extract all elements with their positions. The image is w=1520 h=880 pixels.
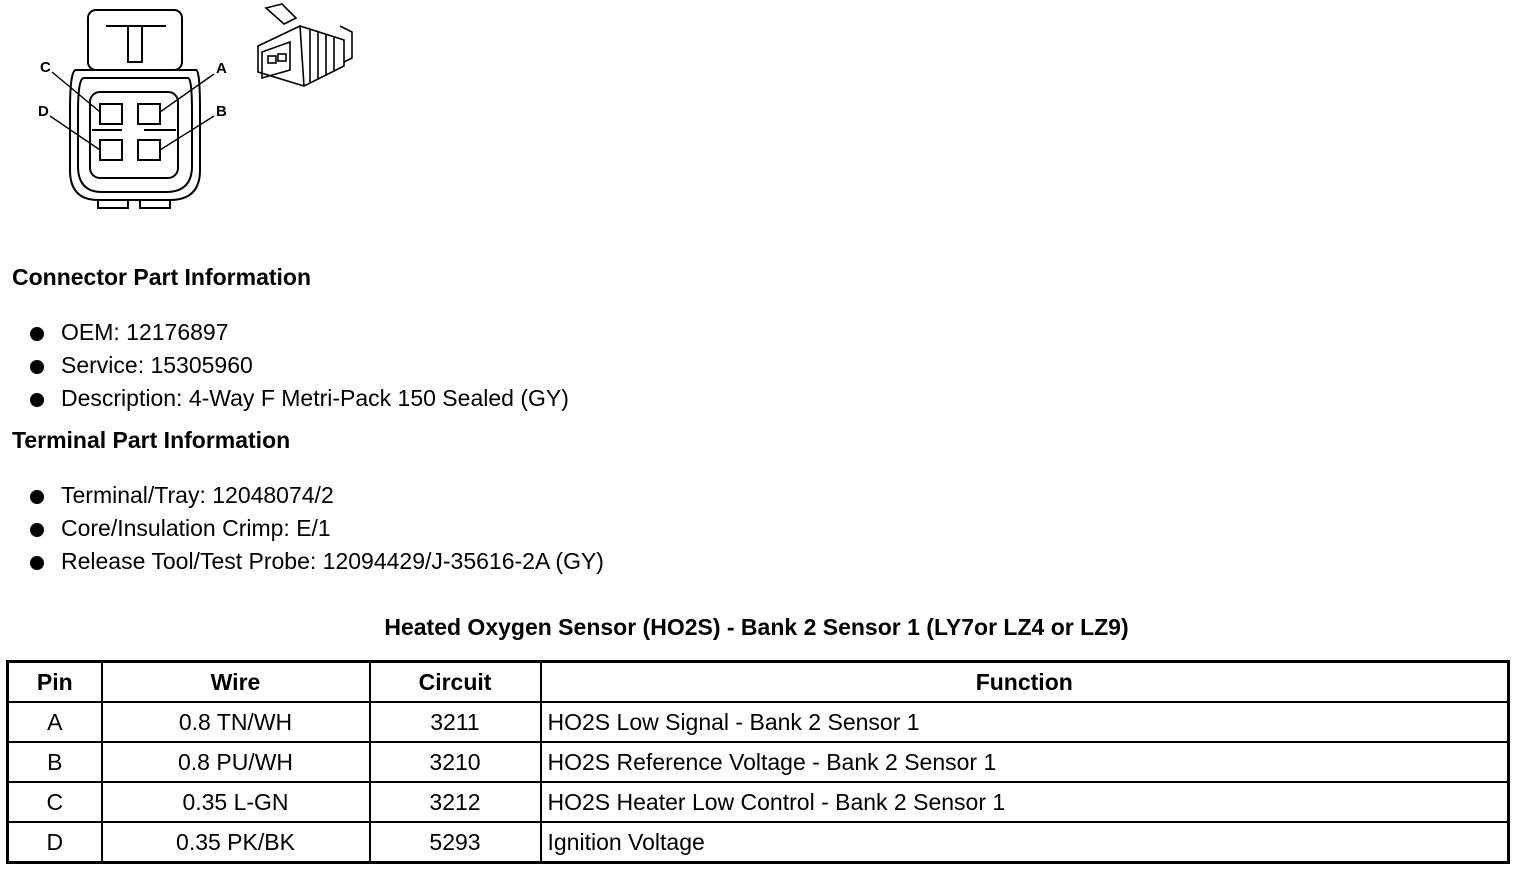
pin-cell: D — [8, 822, 102, 863]
table-row — [8, 702, 1509, 742]
bullet-icon — [30, 327, 44, 341]
list-item-text: Terminal/Tray: 12048074/2 — [61, 482, 334, 508]
connector-part-info-list — [30, 316, 569, 415]
wire-cell: 0.35 L-GN — [102, 782, 370, 822]
pin-table — [6, 660, 1510, 864]
pin-label-c: C — [40, 59, 51, 76]
bullet-icon — [30, 490, 44, 504]
list-item-text: Release Tool/Test Probe: 12094429/J-35616-2A (GY) — [61, 548, 604, 574]
bullet-icon — [30, 393, 44, 407]
wire-cell: 0.8 PU/WH — [102, 742, 370, 782]
table-row — [8, 742, 1509, 782]
pin-label-b: B — [216, 103, 227, 120]
list-item-text: OEM: 12176897 — [61, 319, 229, 345]
list-item-text: Description: 4-Way F Metri-Pack 150 Sealed (GY) — [61, 385, 569, 411]
list-item — [30, 316, 569, 349]
bullet-icon — [30, 360, 44, 374]
pin-cell: B — [8, 742, 102, 782]
function-cell: HO2S Reference Voltage - Bank 2 Sensor 1 — [541, 742, 1509, 782]
table-row — [8, 782, 1509, 822]
pin-cell: A — [8, 702, 102, 742]
terminal-part-info-list — [30, 479, 604, 578]
list-item-text: Core/Insulation Crimp: E/1 — [61, 515, 331, 541]
list-item-text: Service: 15305960 — [61, 352, 253, 378]
bullet-icon — [30, 556, 44, 570]
connector-diagram — [0, 0, 380, 220]
pin-label-d: D — [38, 103, 49, 120]
connector-part-info-heading: Connector Part Information — [12, 264, 312, 290]
pin-label-a: A — [216, 60, 227, 77]
function-cell: Ignition Voltage — [541, 822, 1509, 863]
column-header-circuit: Circuit — [370, 662, 541, 703]
column-header-wire: Wire — [102, 662, 370, 703]
circuit-cell: 5293 — [370, 822, 541, 863]
function-cell: HO2S Low Signal - Bank 2 Sensor 1 — [541, 702, 1509, 742]
column-header-pin: Pin — [8, 662, 102, 703]
wire-cell: 0.35 PK/BK — [102, 822, 370, 863]
function-cell: HO2S Heater Low Control - Bank 2 Sensor 1 — [541, 782, 1509, 822]
list-item — [30, 479, 604, 512]
list-item — [30, 512, 604, 545]
table-row — [8, 822, 1509, 863]
column-header-function: Function — [541, 662, 1509, 703]
list-item — [30, 545, 604, 578]
table-header-row — [8, 662, 1509, 703]
bullet-icon — [30, 523, 44, 537]
terminal-part-info-heading: Terminal Part Information — [12, 427, 291, 453]
pin-cell: C — [8, 782, 102, 822]
wire-cell: 0.8 TN/WH — [102, 702, 370, 742]
list-item — [30, 382, 569, 415]
circuit-cell: 3212 — [370, 782, 541, 822]
circuit-cell: 3211 — [370, 702, 541, 742]
table-title: Heated Oxygen Sensor (HO2S) - Bank 2 Sensor 1 (LY7or LZ4 or LZ9) — [384, 614, 1129, 640]
list-item — [30, 349, 569, 382]
circuit-cell: 3210 — [370, 742, 541, 782]
